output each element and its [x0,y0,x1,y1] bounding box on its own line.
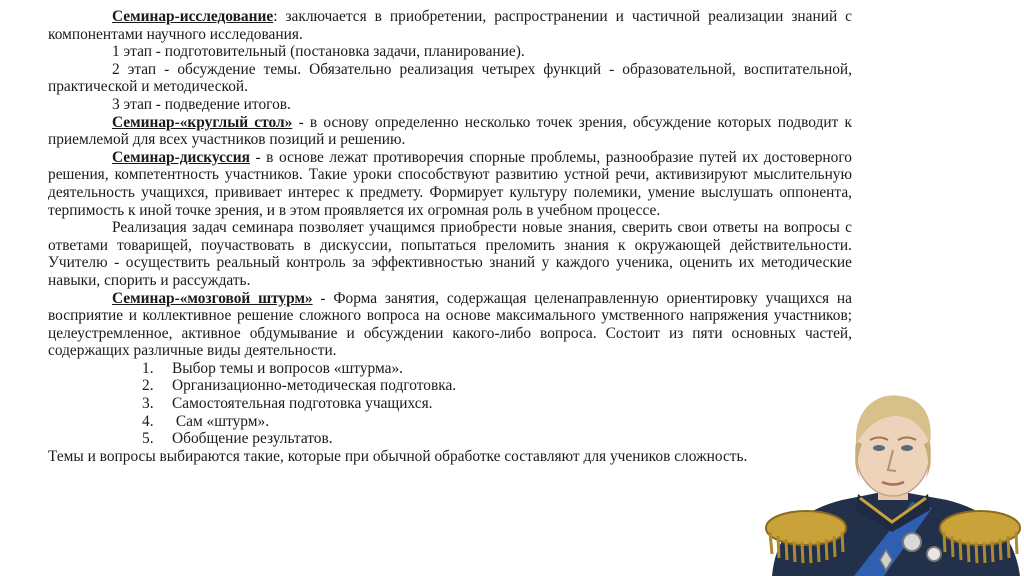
paragraph-discussion: Семинар-дискуссия - в основе лежат противоречия спорные проблемы, разнообразие путей их достоверного решения, компетентность участников. Такие уроки способствуют развитию устной речи, активизируют мыслительную деятельность учащихся, прививает интерес к предмету. Формирует культуру полемики, умение выслушать оппонента, терпимость к иной точке зрения, и в этом проявляется их огромная роль в учебном процессе. [48,148,852,219]
document-text [48,8,852,465]
paragraph-seminar-research: Семинар-исследование: заключается в приобретении, распространении и частичной реализации знаний с компонентами научного исследования. [48,8,852,43]
heading-round-table: Семинар-«круглый стол» [112,113,293,131]
heading-seminar-research: Семинар-исследование [112,8,274,25]
list-item: 3. Самостоятельная подготовка учащихся. [142,395,433,413]
paragraph-stage-3: 3 этап - подведение итогов. [112,95,291,113]
paragraph-topics: Темы и вопросы выбираются такие, которые при обычной обработке составляют для учеников сложность. [48,447,748,465]
brainstorm-steps-list [48,360,852,448]
heading-discussion: Семинар-дискуссия [112,148,250,166]
paragraph-stage-1: 1 этап - подготовительный (постановка задачи, планирование). [112,43,525,61]
list-item: 1. Выбор темы и вопросов «штурма». [142,359,403,377]
list-item: 4. Сам «штурм». [142,412,270,430]
portrait-image [762,382,1024,576]
list-item: 5. Обобщение результатов. [142,430,333,448]
paragraph-round-table: Семинар-«круглый стол» - в основу определенно несколько точек зрения, обсуждение которых подводит к приемлемой для всех участников позиций и решению. [48,113,852,149]
list-item: 2. Организационно-методическая подготовка. [142,377,457,395]
paragraph-brainstorm: Семинар-«мозговой штурм» - Форма занятия, содержащая целенаправленную ориентировку учащихся на восприятие и коллективное решение сложного вопроса на основе максимального умственного напряжения участников; целеустремленное, активное обдумывание и обсуждении какого-либо вопроса. Состоит из пяти основных частей, содержащих различные виды деятельности. [48,289,852,360]
heading-brainstorm: Семинар-«мозговой штурм» [112,289,313,307]
paragraph-stage-2: 2 этап - обсуждение темы. Обязательно реализация четырех функций - образовательной, воспитательной, практической и методической. [48,60,852,96]
paragraph-seminar-tasks: Реализация задач семинара позволяет учащимся приобрести новые знания, сверить свои ответы на вопросы с ответами товарищей, поучаствовать в дискуссии, попытаться преломить знания к окружающей действительности. Учителю - осуществить реальный контроль за эффективностью знаний у каждого ученика, оценить их методические навыки, спорить и рассуждать. [48,219,852,289]
